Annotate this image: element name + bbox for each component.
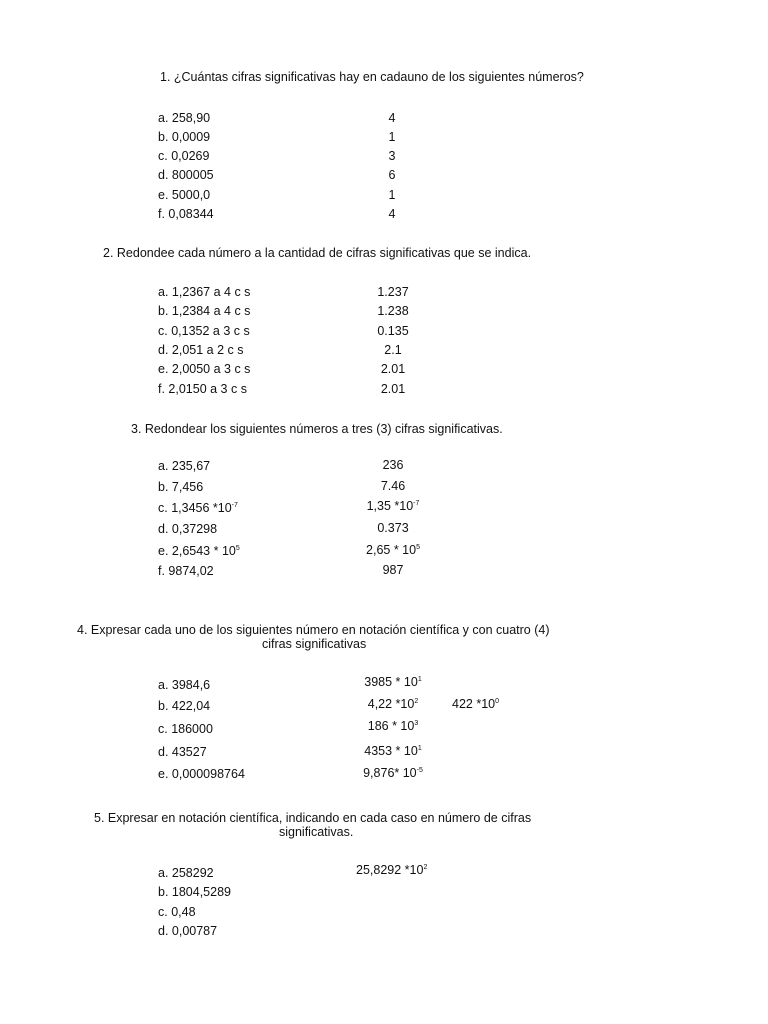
q4-item-d-answer-exponent: 1	[417, 745, 422, 752]
q3-item-c-answer-exponent: -7	[413, 500, 420, 507]
q2-item-b-answer: 1.238	[377, 304, 409, 318]
q3-item-c-answer-wrap	[353, 499, 433, 513]
q1-item-c-label: c. 0,0269	[158, 149, 210, 163]
q3-item-b-answer: 7.46	[380, 479, 406, 493]
q4-item-d-label: d. 43527	[158, 745, 207, 759]
q4-item-e-label: e. 0,000098764	[158, 767, 245, 781]
q2-item-f-label: f. 2,0150 a 3 c s	[158, 382, 247, 396]
q3-item-f-label: f. 9874,02	[158, 564, 214, 578]
q1-item-f-answer: 4	[388, 207, 396, 221]
q3-item-e-answer-exponent: 5	[416, 544, 420, 551]
q3-item-e-label: e. 2,6543 * 10	[158, 544, 236, 558]
q3-item-b-label: b. 7,456	[158, 480, 204, 494]
q3-item-d-label: d. 0,37298	[158, 522, 218, 536]
q2-item-c-answer: 0.135	[377, 324, 409, 338]
q2-item-a-label: a. 1,2367 a 4 c s	[158, 285, 251, 299]
q1-item-d-answer: 6	[388, 168, 396, 182]
q4-item-a-answer: 3985 * 10	[364, 675, 418, 689]
q4-item-b-extra-wrap	[452, 697, 499, 711]
q4-item-b-extra-exponent: 0	[495, 698, 500, 705]
q2-item-f-answer: 2.01	[380, 382, 406, 396]
q1-item-c-answer: 3	[388, 149, 396, 163]
q2-item-e-label: e. 2,0050 a 3 c s	[158, 362, 251, 376]
question-3-title: 3. Redondear los siguientes números a tres (3) cifras significativas.	[131, 422, 503, 436]
q3-item-e-answer: 2,65 * 10	[366, 543, 417, 557]
q3-item-c-label-wrap	[158, 501, 238, 515]
q1-item-a-answer: 4	[388, 111, 396, 125]
q3-item-a-answer: 236	[382, 458, 404, 472]
q5-item-a-answer-wrap	[356, 863, 427, 877]
question-5-title-line2: significativas.	[279, 825, 354, 839]
q5-item-a-label: a. 258292	[158, 866, 214, 880]
q3-item-f-answer: 987	[382, 563, 404, 577]
q4-item-e-answer-wrap	[348, 766, 438, 780]
q2-item-e-answer: 2.01	[380, 362, 406, 376]
q4-item-c-answer: 186 * 10	[367, 719, 415, 733]
q4-item-e-answer: 9,876* 10	[363, 766, 417, 780]
q1-item-e-label: e. 5000,0	[158, 188, 211, 202]
q3-item-c-label-exponent: -7	[231, 502, 238, 509]
q4-item-c-answer-exponent: 3	[414, 720, 419, 727]
q2-item-d-label: d. 2,051 a 2 c s	[158, 343, 244, 357]
q4-item-a-answer-wrap	[348, 675, 438, 689]
q1-item-e-answer: 1	[388, 188, 396, 202]
q3-item-e-answer-wrap	[353, 543, 433, 557]
q1-item-b-label: b. 0,0009	[158, 130, 211, 144]
q3-item-d-answer: 0.373	[377, 521, 409, 535]
q4-item-d-answer-wrap	[348, 744, 438, 758]
question-2-title: 2. Redondee cada número a la cantidad de cifras significativas que se indica.	[103, 246, 532, 260]
q4-item-a-label: a. 3984,6	[158, 678, 211, 692]
q4-item-a-answer-exponent: 1	[417, 676, 422, 683]
q5-item-c-label: c. 0,48	[158, 905, 196, 919]
q4-item-d-answer: 4353 * 10	[364, 744, 418, 758]
q5-item-a-answer: 25,8292 *10	[356, 863, 424, 877]
q5-item-d-label: d. 0,00787	[158, 924, 218, 938]
q4-item-b-answer-wrap	[348, 697, 438, 711]
q3-item-c-answer: 1,35 *10	[366, 499, 414, 513]
question-4-title-line2: cifras significativas	[262, 637, 367, 651]
q5-item-b-label: b. 1804,5289	[158, 885, 231, 899]
q4-item-b-answer: 4,22 *10	[367, 697, 415, 711]
q1-item-a-label: a. 258,90	[158, 111, 211, 125]
question-4-title-line1: 4. Expresar cada uno de los siguientes número en notación científica y con cuatro (4)	[77, 623, 550, 637]
q2-item-d-answer: 2.1	[384, 343, 402, 357]
q1-item-b-answer: 1	[388, 130, 396, 144]
q4-item-b-extra: 422 *10	[452, 697, 496, 711]
q3-item-e-label-exponent: 5	[235, 545, 240, 552]
q4-item-c-label: c. 186000	[158, 722, 213, 736]
q3-item-c-label: c. 1,3456 *10	[158, 501, 232, 515]
q4-item-b-label: b. 422,04	[158, 699, 211, 713]
q2-item-a-answer: 1.237	[377, 285, 409, 299]
q2-item-b-label: b. 1,2384 a 4 c s	[158, 304, 251, 318]
q1-item-f-label: f. 0,08344	[158, 207, 214, 221]
q4-item-b-answer-exponent: 2	[414, 698, 419, 705]
q3-item-e-label-wrap	[158, 544, 240, 558]
q2-item-c-label: c. 0,1352 a 3 c s	[158, 324, 250, 338]
question-1-title: 1. ¿Cuántas cifras significativas hay en cadauno de los siguientes números?	[160, 70, 584, 84]
q3-item-a-label: a. 235,67	[158, 459, 211, 473]
question-5-title-line1: 5. Expresar en notación científica, indicando en cada caso en número de cifras	[94, 811, 532, 825]
q4-item-c-answer-wrap	[348, 719, 438, 733]
q5-item-a-answer-exponent: 2	[423, 864, 428, 871]
q4-item-e-answer-exponent: -5	[416, 767, 423, 774]
q1-item-d-label: d. 800005	[158, 168, 214, 182]
